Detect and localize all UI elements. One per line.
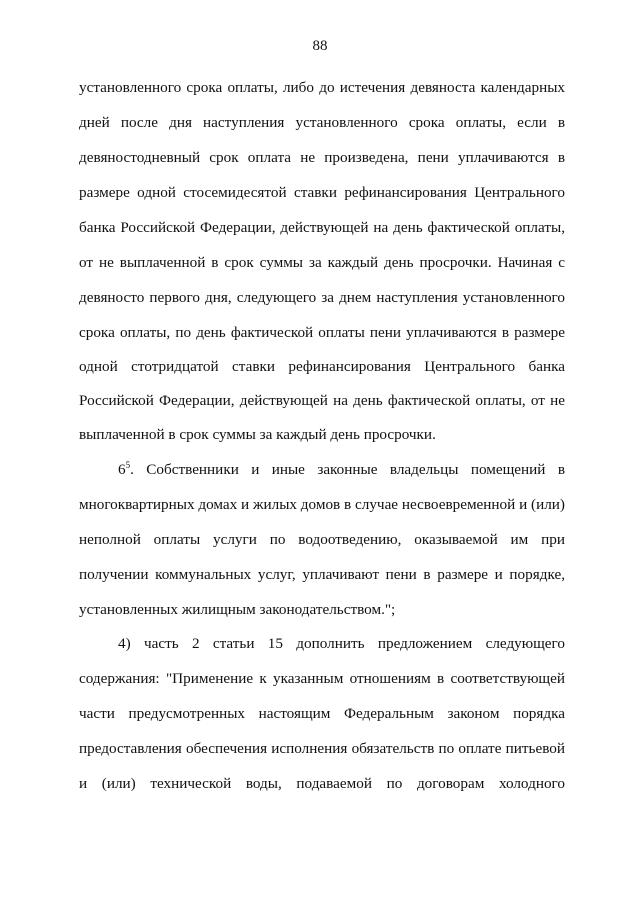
text-line: части предусмотренных настоящим Федеральным законом порядка	[79, 705, 565, 722]
text-line: 4) часть 2 статьи 15 дополнить предложением следующего	[118, 635, 565, 652]
text-line-rest: . Собственники и иные законные владельцы помещений в	[130, 461, 565, 478]
text-line: предоставления обеспечения исполнения обязательств по оплате питьевой	[79, 740, 565, 757]
text-line: установленных жилищным законодательством.";	[79, 601, 396, 618]
item-number: 6	[118, 461, 126, 478]
text-line-numbered	[118, 460, 565, 480]
text-line: банка Российской Федерации, действующей на день фактической оплаты,	[79, 219, 565, 236]
text-line: получении коммунальных услуг, уплачивают пени в размере и порядке,	[79, 566, 565, 583]
text-line: размере одной стосемидесятой ставки рефинансирования Центрального	[79, 184, 565, 201]
text-line: неполной оплаты услуги по водоотведению, оказываемой им при	[79, 531, 565, 548]
text-line: девяносто первого дня, следующего за днем наступления установленного	[79, 289, 565, 306]
page-number: 88	[312, 38, 328, 54]
text-line: Российской Федерации, действующей на день фактической оплаты, от не	[79, 392, 565, 409]
text-line: одной стотридцатой ставки рефинансирования Центрального банка	[79, 358, 565, 375]
text-line: выплаченной в срок суммы за каждый день просрочки.	[79, 426, 436, 443]
item-number-superscript: 5	[125, 459, 131, 470]
text-line: и (или) технической воды, подаваемой по договорам холодного	[79, 775, 565, 792]
text-line: содержания: "Применение к указанным отношениям в соответствующей	[79, 670, 565, 687]
text-line: дней после дня наступления установленного срока оплаты, если в	[79, 114, 565, 131]
text-line: девяностодневный срок оплата не произведена, пени уплачиваются в	[79, 149, 565, 166]
text-line: многоквартирных домах и жилых домов в случае несвоевременной и (или)	[79, 496, 565, 513]
text-line: срока оплаты, по день фактической оплаты пени уплачиваются в размере	[79, 324, 565, 341]
text-line: установленного срока оплаты, либо до истечения девяноста календарных	[79, 79, 565, 96]
text-line: от не выплаченной в срок суммы за каждый день просрочки. Начиная с	[79, 254, 565, 271]
